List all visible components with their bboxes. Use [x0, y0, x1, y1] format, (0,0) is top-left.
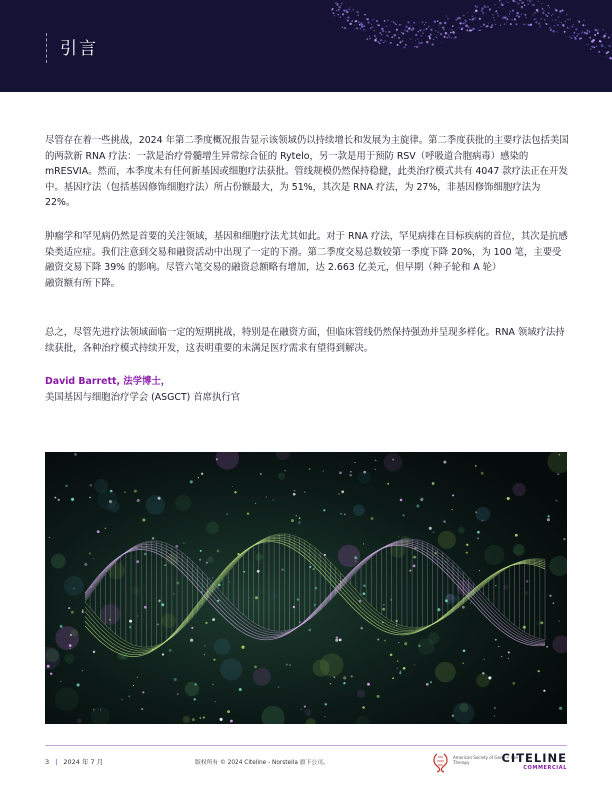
intro-paragraph-3 — [45, 325, 569, 356]
footer-separator: | — [55, 758, 58, 766]
dna-helix-image — [45, 452, 567, 724]
author-title: 美国基因与细胞治疗学会 (ASGCT) 首席执行官 — [45, 391, 241, 403]
dna-helix-icon — [45, 452, 567, 724]
footer-copyright: 版权所有 © 2024 Citeline - Norstella 旗下公司。 — [195, 760, 329, 766]
asgct-logo-text: American Society of Gene + Cell Therapy — [453, 755, 519, 765]
page-header — [0, 0, 612, 92]
footer-date: 2024 年 7 月 — [63, 758, 104, 766]
page-number: 3 — [45, 758, 50, 766]
asgct-logo-icon — [431, 751, 451, 773]
footer-left — [45, 757, 103, 766]
header-divider — [46, 33, 49, 63]
paragraph-text: 尽管存在着一些挑战，2024 年第二季度概况报告显示该领域仍以持续增长和发展为主旋律。第二季度获批的主要疗法包括美国的两款新 RNA 疗法：一款是治疗骨髓增生异常综合征的 Rytelo，另一款是用于预防 RSV（呼吸道合胞病毒）感染的 mRESVIA。然而，本季度未有任何新基因或细胞疗法获批。管线规模仍然保持稳健，此类治疗模式共有 4047 款疗法正在开发中。基因疗法（包括基因修饰细胞疗法）所占份额最大，为 51%，其次是 RNA 疗法，为 27%，非基因修饰细胞疗法为 22%。 — [45, 135, 569, 209]
citeline-subtitle: COMMERCIAL — [523, 765, 567, 771]
page-footer — [45, 745, 567, 776]
citeline-wordmark: CITELINE — [501, 751, 567, 765]
paragraph-text: 总之，尽管先进疗法领域面临一定的短期挑战，特别是在融资方面，但临床管线仍然保持强劲并呈现多样化。RNA 领域疗法持续获批，各种治疗模式持续开发，这表明重要的未满足医疗需求有望得到解决。 — [45, 327, 565, 354]
citeline-logo — [501, 751, 567, 771]
paragraph-text: 肿瘤学和罕见病仍然是首要的关注领域，基因和细胞疗法尤其如此。对于 RNA 疗法，罕见病排在目标疾病的首位，其次是抗感染类适应症。我们注意到交易和融资活动中出现了一定的下滑。第二季度交易总数较第一季度下降 20%，为 100 笔，主要受融资交易下降 39% 的影响。尽管六笔交易的融资总额略有增加，达 2.663 亿美元，但早期（种子轮和 A 轮） — [45, 231, 568, 274]
paragraph-text-continued: 融资额有所下降。 — [45, 277, 121, 289]
author-name: David Barrett, 法学博士， — [45, 376, 171, 387]
author-block — [45, 374, 240, 405]
page-title: 引言 — [60, 39, 98, 59]
intro-paragraph-2 — [45, 229, 569, 291]
header-decoration-icon — [312, 0, 612, 92]
intro-paragraph-1 — [45, 133, 569, 211]
